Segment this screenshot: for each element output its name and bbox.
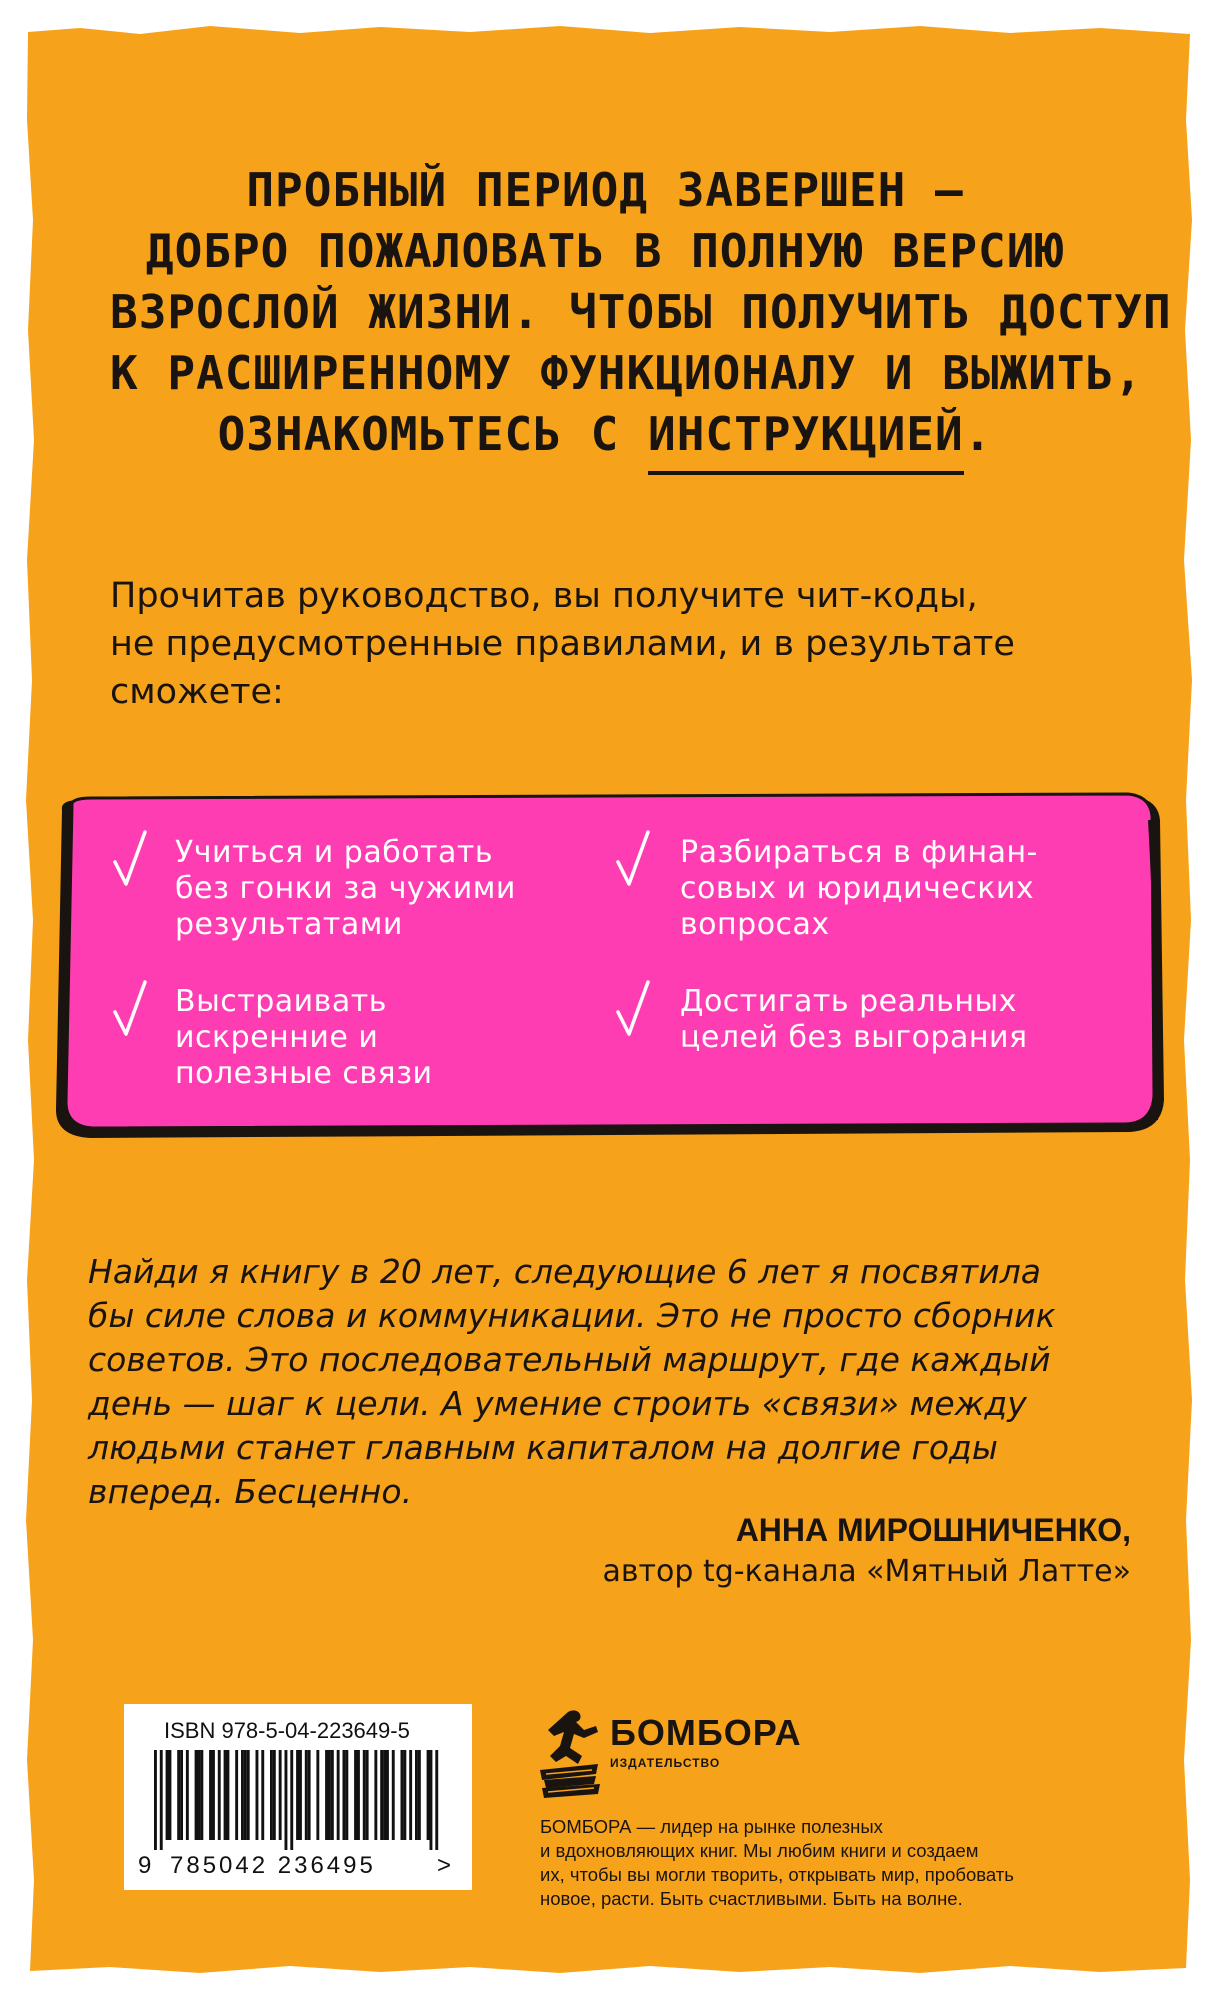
headline-suffix: .	[963, 407, 993, 461]
barcode-bar	[227, 1750, 230, 1840]
benefit-line: вопросах	[680, 907, 830, 942]
barcode-bar	[218, 1750, 221, 1840]
barcode-bar	[198, 1750, 201, 1840]
benefit-line: Учиться и работать	[175, 835, 494, 870]
quote-line: бы силе слова и коммуникации. Это не просто сборник	[88, 1296, 1056, 1335]
barcode-bar	[357, 1750, 360, 1840]
barcode-bar	[343, 1750, 346, 1840]
barcode-bar	[401, 1750, 404, 1840]
barcode-bar	[430, 1750, 433, 1850]
quote-line: людьми станет главным капиталом на долгие годы	[88, 1428, 998, 1467]
barcode-bar	[366, 1750, 369, 1840]
barcode-bar	[383, 1750, 386, 1840]
barcode-bar	[212, 1750, 215, 1840]
publisher-name: БОМБОРА	[610, 1712, 802, 1753]
barcode-bar	[345, 1750, 348, 1840]
quote-line: день — шаг к цели. А умение строить «связи» между	[88, 1384, 1027, 1423]
quote-line: советов. Это последовательный маршрут, где каждый	[88, 1340, 1051, 1379]
quote-line: Найди я книгу в 20 лет, следующие 6 лет я посвятила	[88, 1252, 1042, 1291]
intro-line: Прочитав руководство, вы получите чит-коды,	[110, 576, 978, 616]
barcode-bar	[270, 1750, 273, 1840]
headline-line: ВЗРОСЛОЙ ЖИЗНИ. ЧТОБЫ ПОЛУЧИТЬ ДОСТУП	[110, 285, 1172, 339]
barcode-bar	[186, 1750, 189, 1840]
checkmark-icon	[615, 978, 651, 1038]
checkmark-icon	[112, 978, 148, 1038]
barcode-bar	[299, 1750, 302, 1840]
barcode-bar	[325, 1750, 328, 1840]
barcode-bar	[290, 1750, 293, 1850]
barcode-bar	[169, 1750, 172, 1840]
headline-line: К РАСШИРЕННОМУ ФУНКЦИОНАЛУ И ВЫЖИТЬ,	[110, 346, 1143, 400]
barcode-bar	[241, 1750, 244, 1840]
barcode-first-digit: 9	[138, 1852, 152, 1879]
barcode-bar	[305, 1750, 308, 1840]
barcode-bar	[337, 1750, 340, 1840]
quote-author-role: автор tg-канала «Мятный Латте»	[602, 1554, 1131, 1589]
publisher-desc-line: их, чтобы вы могли творить, открывать мир, пробовать	[540, 1864, 1014, 1885]
publisher-desc-line: БОМБОРА — лидер на рынке полезных	[540, 1816, 883, 1837]
barcode-bar	[180, 1750, 183, 1840]
benefit-line: целей без выгорания	[680, 1020, 1028, 1055]
quote-author-name: АННА МИРОШНИЧЕНКО,	[735, 1512, 1131, 1548]
benefit-item	[680, 835, 1038, 943]
barcode-bar	[363, 1750, 366, 1840]
benefit-line: Достигать реальных	[680, 984, 1017, 1019]
barcode-bar	[154, 1750, 157, 1850]
headline-line: ПРОБНЫЙ ПЕРИОД ЗАВЕРШЕН –	[246, 163, 964, 217]
checkmark-icon	[615, 828, 651, 888]
barcode-bar	[279, 1750, 282, 1840]
barcode-bar	[331, 1750, 334, 1840]
headline-underlined-word: ИНСТРУКЦИЕЙ	[648, 404, 964, 475]
barcode-bar	[256, 1750, 259, 1840]
barcode-bar	[380, 1750, 383, 1840]
benefit-line: Выстраивать	[175, 984, 387, 1019]
benefit-line: результатами	[175, 907, 403, 942]
quote-line: вперед. Бесценно.	[88, 1472, 413, 1511]
benefit-item	[680, 984, 1028, 1056]
bombora-runner-logo-icon	[538, 1704, 604, 1804]
isbn-label: ISBN 978-5-04-223649-5	[164, 1718, 410, 1743]
barcode-bar	[224, 1750, 227, 1840]
publisher-subtitle: ИЗДАТЕЛЬСТВО	[610, 1756, 721, 1770]
publisher-desc-line: и вдохновляющих книг. Мы любим книги и создаем	[540, 1840, 979, 1861]
benefit-line: искренние и	[175, 1020, 379, 1055]
benefit-line: совых и юридических	[680, 871, 1035, 906]
benefit-line: полезные связи	[175, 1056, 433, 1091]
publisher-desc-line: новое, расти. Быть счастливыми. Быть на волне.	[540, 1888, 963, 1909]
barcode-bar	[235, 1750, 238, 1840]
barcode-bar	[195, 1750, 198, 1840]
barcode-bar	[409, 1750, 412, 1840]
barcode-bar	[418, 1750, 421, 1840]
barcode-bar	[435, 1750, 438, 1850]
barcode-bar	[177, 1750, 180, 1840]
barcode-bar	[374, 1750, 377, 1840]
barcode-bar	[247, 1750, 250, 1840]
barcode-bar	[403, 1750, 406, 1840]
barcode-bar	[166, 1750, 169, 1840]
barcode-bar	[296, 1750, 299, 1840]
intro-line: не предусмотренные правилами, и в результате	[110, 624, 1015, 664]
checkmark-icon	[112, 828, 148, 888]
barcode-bar	[415, 1750, 418, 1840]
barcode-bars	[154, 1750, 444, 1850]
barcode-bar	[354, 1750, 357, 1840]
benefit-item	[175, 984, 433, 1092]
barcode-bar	[285, 1750, 288, 1850]
barcode-digits: 785042 236495	[170, 1852, 376, 1879]
barcode-bar	[386, 1750, 389, 1840]
benefit-line: Разбираться в финан-	[680, 835, 1038, 870]
barcode-bar	[392, 1750, 395, 1840]
headline-line: ДОБРО ПОЖАЛОВАТЬ В ПОЛНУЮ ВЕРСИЮ	[145, 224, 1065, 278]
isbn-barcode	[124, 1704, 472, 1890]
barcode-bar	[427, 1750, 430, 1840]
barcode-bar	[244, 1750, 247, 1840]
barcode-bar	[209, 1750, 212, 1840]
intro-line: сможете:	[110, 672, 284, 712]
barcode-bar	[261, 1750, 264, 1840]
benefit-item	[175, 835, 516, 943]
publisher-logo	[538, 1704, 802, 1804]
barcode-bar	[273, 1750, 276, 1840]
barcode-bar	[328, 1750, 331, 1840]
barcode-bar	[308, 1750, 311, 1840]
benefit-line: без гонки за чужими	[175, 871, 516, 906]
barcode-bar	[160, 1750, 163, 1850]
barcode-arrow: >	[437, 1852, 452, 1879]
barcode-bar	[200, 1750, 203, 1840]
headline-prefix: ОЗНАКОМЬТЕСЬ С	[217, 407, 649, 461]
publisher-description	[540, 1815, 1110, 1911]
testimonial-quote	[88, 1250, 1131, 1514]
barcode-bar	[316, 1750, 319, 1840]
